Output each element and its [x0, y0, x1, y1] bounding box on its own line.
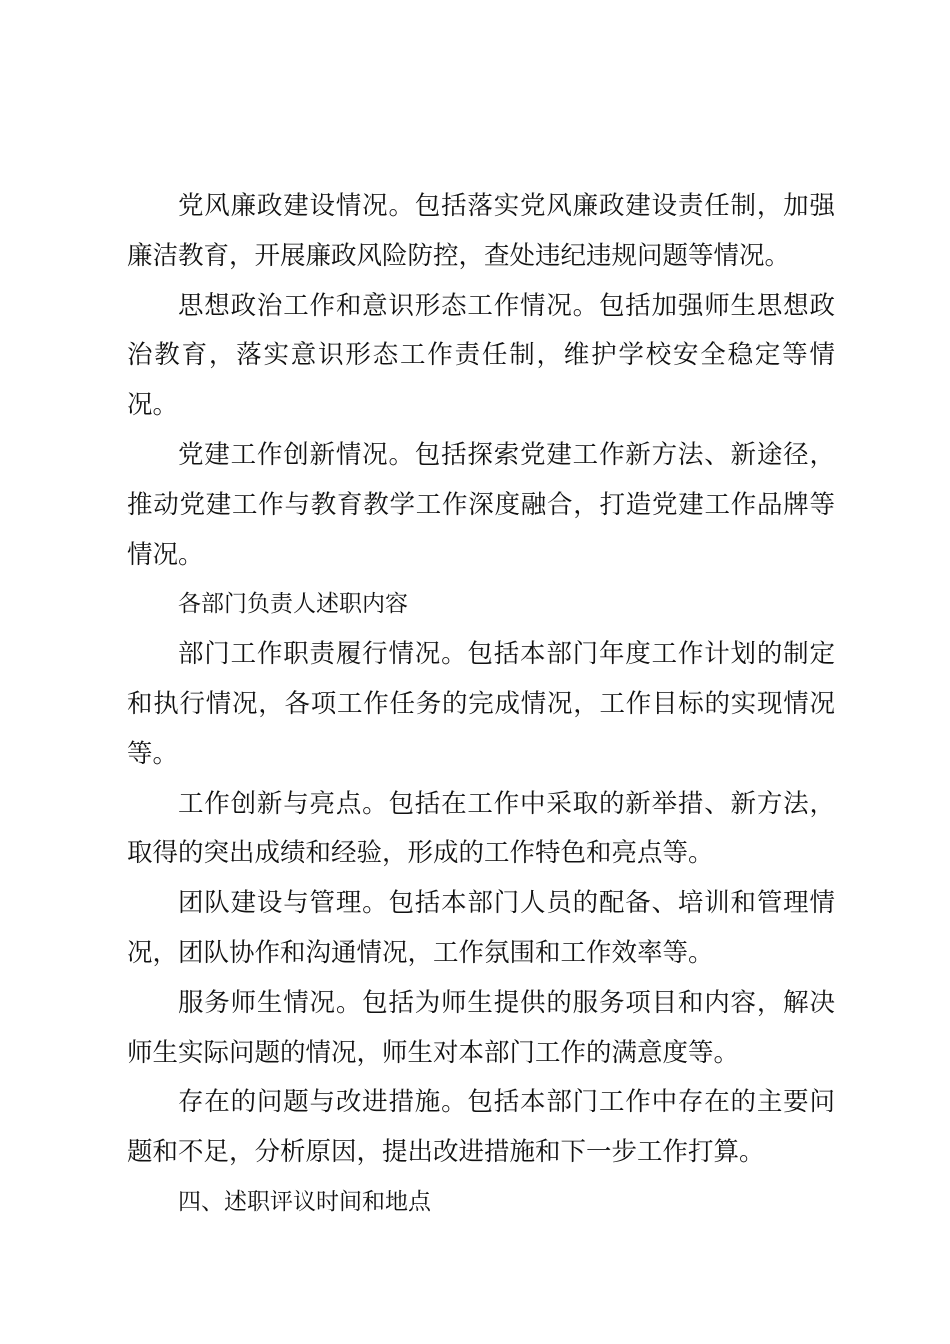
section-heading-time-place: 四、述职评议时间和地点 [178, 1188, 431, 1215]
paragraph-ideological-work: 思想政治工作和意识形态工作情况。包括加强师生思想政治教育，落实意识形态工作责任制，维护学校安全稳定等情况。 [127, 290, 835, 421]
paragraph-party-innovation: 党建工作创新情况。包括探索党建工作新方法、新途径，推动党建工作与教育教学工作深度融合，打造党建工作品牌等情况。 [127, 439, 835, 570]
paragraph-party-conduct: 党风廉政建设情况。包括落实党风廉政建设责任制，加强廉洁教育，开展廉政风险防控，查处违纪违规问题等情况。 [127, 191, 835, 271]
paragraph-department-duties: 部门工作职责履行情况。包括本部门年度工作计划的制定和执行情况，各项工作任务的完成情况，工作目标的实现情况等。 [127, 639, 835, 769]
paragraph-problems-improvements: 存在的问题与改进措施。包括本部门工作中存在的主要问题和不足，分析原因，提出改进措施和下一步工作打算。 [127, 1087, 835, 1168]
section-heading-department-heads: 各部门负责人述职内容 [178, 591, 408, 618]
paragraph-team-building: 团队建设与管理。包括本部门人员的配备、培训和管理情况，团队协作和沟通情况，工作氛围和工作效率等。 [127, 888, 835, 968]
paragraph-serving-teachers-students: 服务师生情况。包括为师生提供的服务项目和内容，解决师生实际问题的情况，师生对本部门工作的满意度等。 [127, 987, 835, 1068]
paragraph-innovation-highlights: 工作创新与亮点。包括在工作中采取的新举措、新方法，取得的突出成绩和经验，形成的工作特色和亮点等。 [127, 788, 835, 869]
document-body [127, 182, 835, 1228]
